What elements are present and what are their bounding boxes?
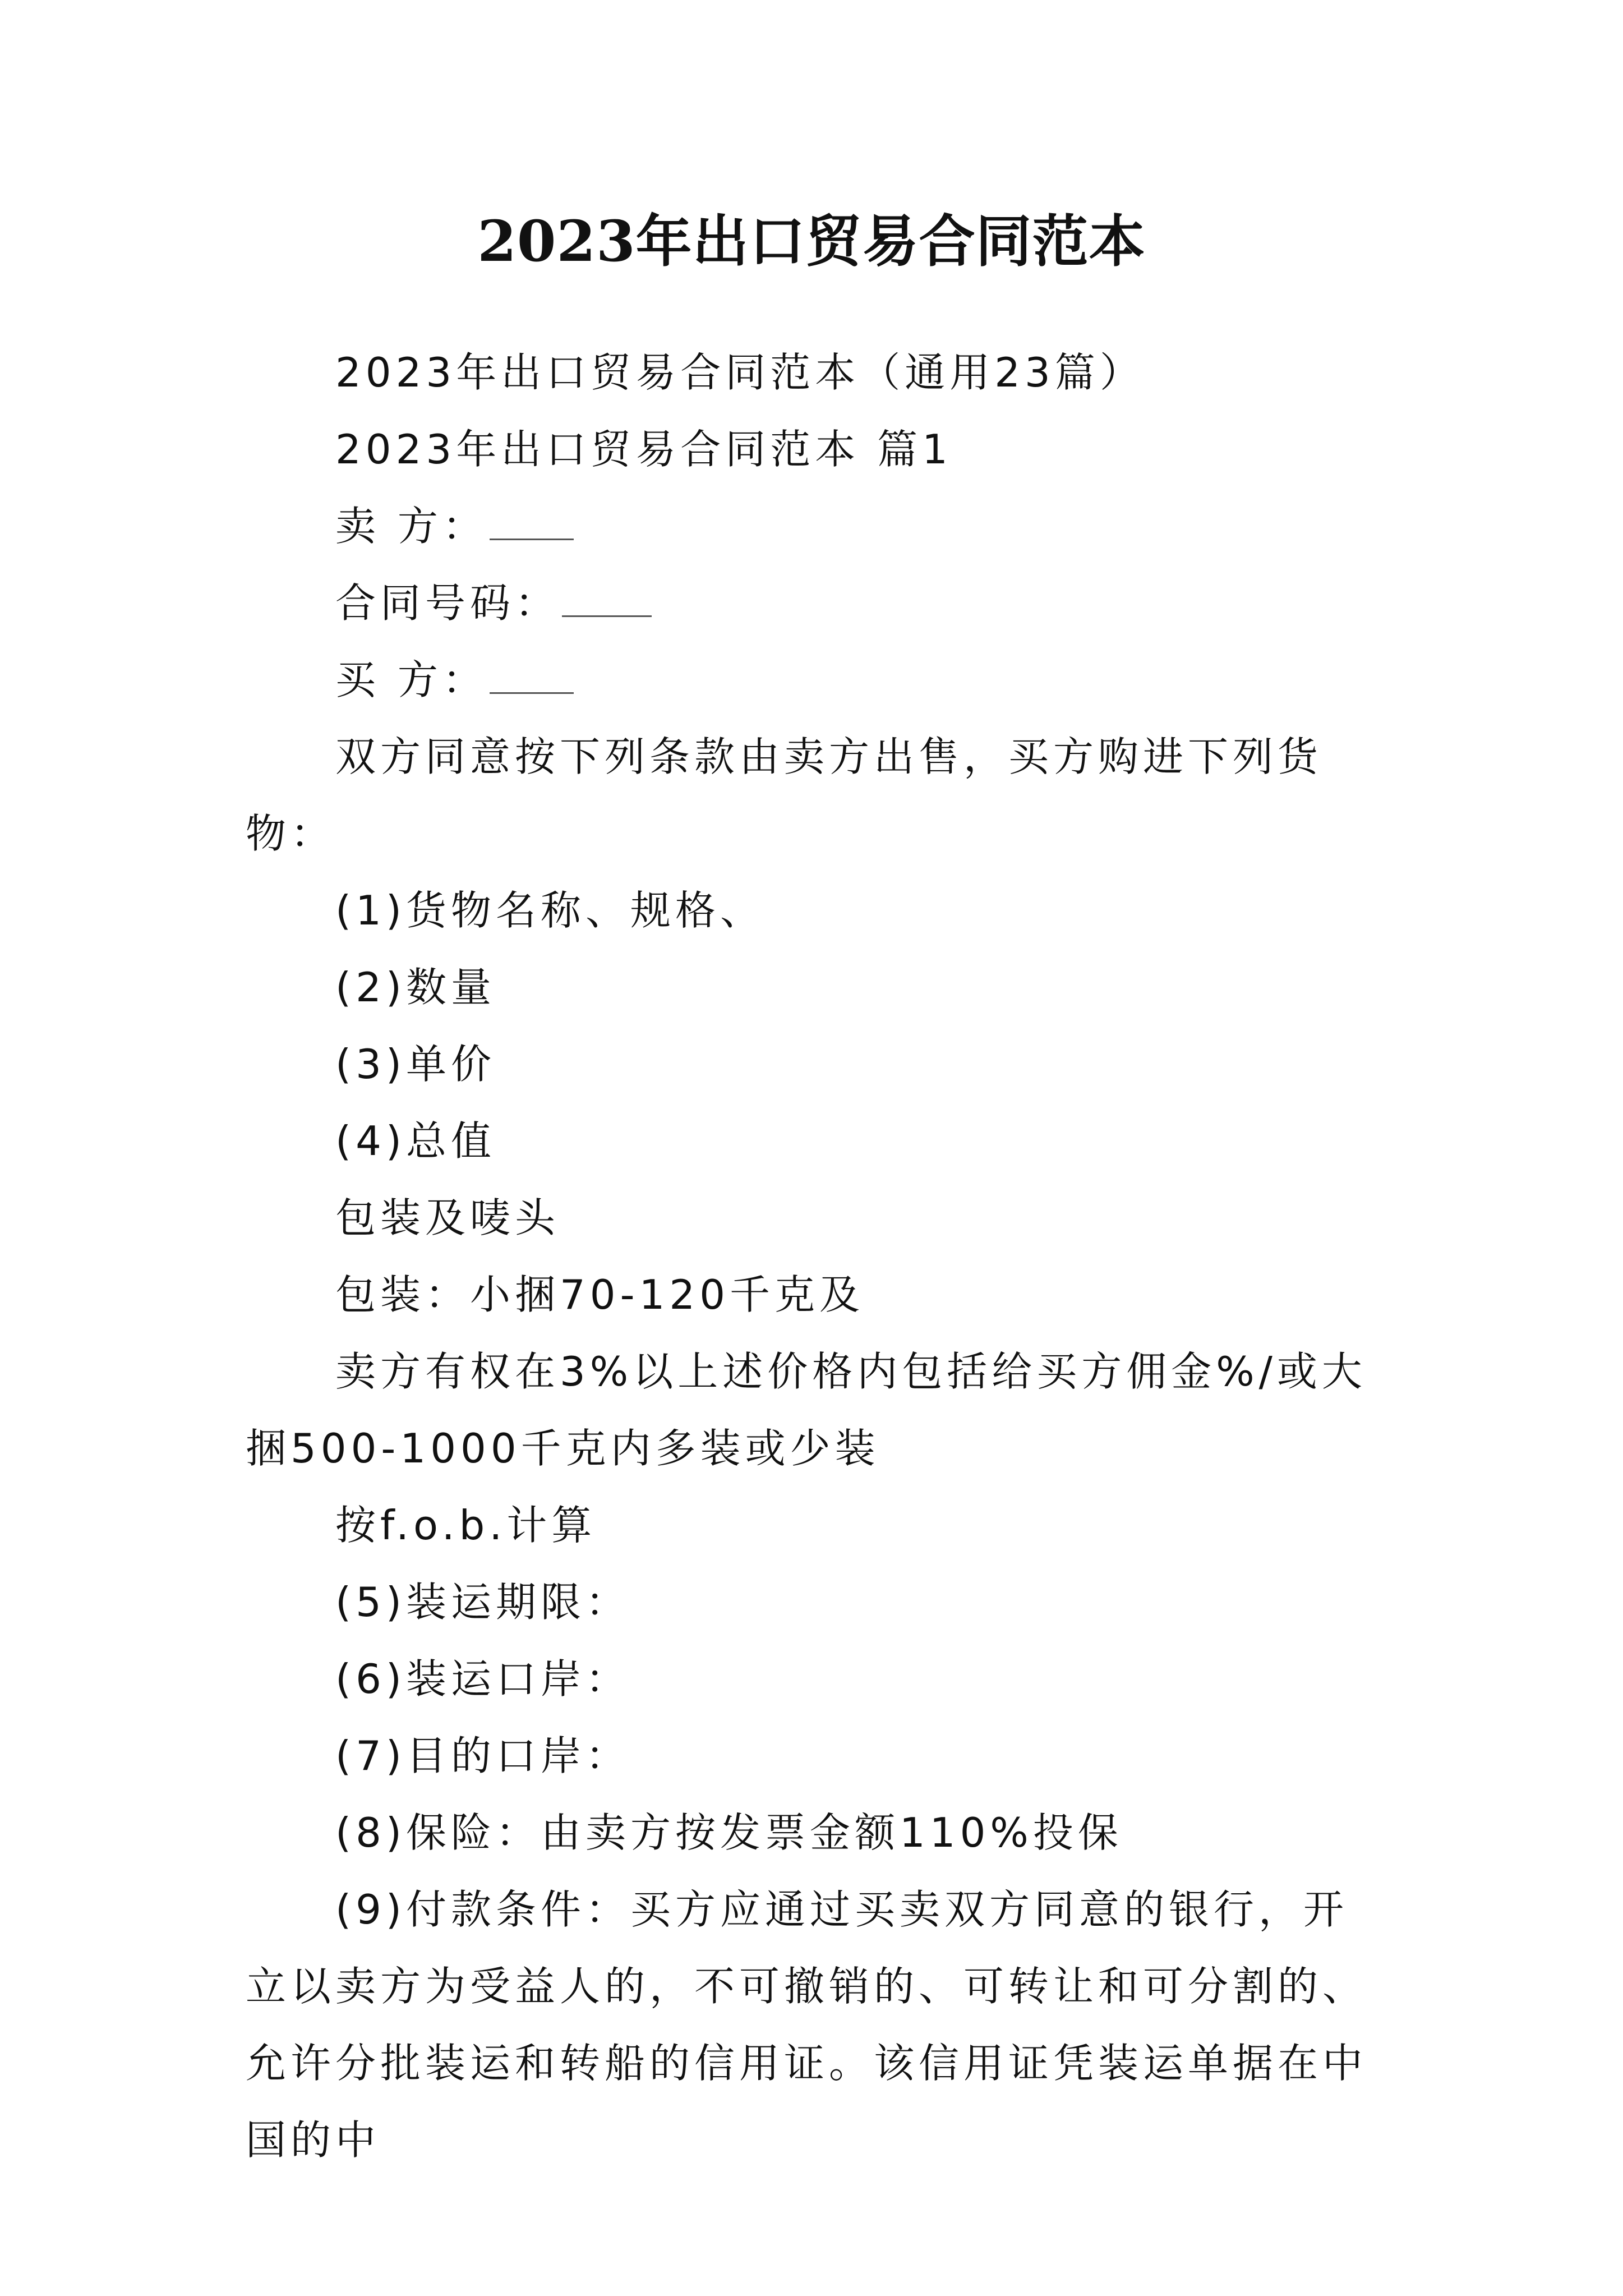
paragraph: 按f.o.b.计算 [335, 1502, 597, 1549]
contract-number-label: 合同号码： [335, 579, 560, 627]
paragraph: (1)货物名称、规格、 [335, 887, 765, 934]
document-body [246, 334, 1384, 2179]
document-title: 2023年出口贸易合同范本 [477, 208, 1146, 274]
paragraph: (5)装运期限： [335, 1579, 630, 1626]
seller-label: 卖 方： [335, 503, 487, 550]
paragraph: (7)目的口岸： [335, 1732, 630, 1779]
paragraph: 双方同意按下列条款由卖方出售，买方购进下列货物： [246, 733, 1323, 857]
paragraph: 2023年出口贸易合同范本 篇1 [335, 426, 952, 473]
paragraph: (3)单价 [335, 1041, 496, 1088]
paragraph: (8)保险：由卖方按发票金额110%投保 [335, 1809, 1123, 1856]
buyer-line [246, 642, 1384, 719]
paragraph: (4)总值 [335, 1117, 496, 1165]
seller-blank [490, 505, 574, 540]
contract-number-blank [562, 582, 652, 617]
buyer-label: 买 方： [335, 656, 487, 703]
contract-number-line [246, 565, 1384, 642]
seller-line [246, 488, 1384, 565]
paragraph: 卖方有权在3%以上述价格内包括给买方佣金%/或大捆500-1000千克内多装或少装 [246, 1348, 1367, 1472]
paragraph: 包装：小捆70-120千克及 [335, 1271, 865, 1318]
paragraph: 包装及唛头 [335, 1194, 560, 1241]
paragraph: 2023年出口贸易合同范本（通用23篇） [335, 349, 1145, 396]
paragraph: (2)数量 [335, 964, 496, 1011]
buyer-blank [490, 659, 574, 694]
paragraph: (9)付款条件：买方应通过买卖双方同意的银行，开立以卖方为受益人的，不可撤销的、可转让和可分割的、允许分批装运和转船的信用证。该信用证凭装运单据在中国的中 [246, 1886, 1368, 2164]
paragraph: (6)装运口岸： [335, 1655, 630, 1703]
